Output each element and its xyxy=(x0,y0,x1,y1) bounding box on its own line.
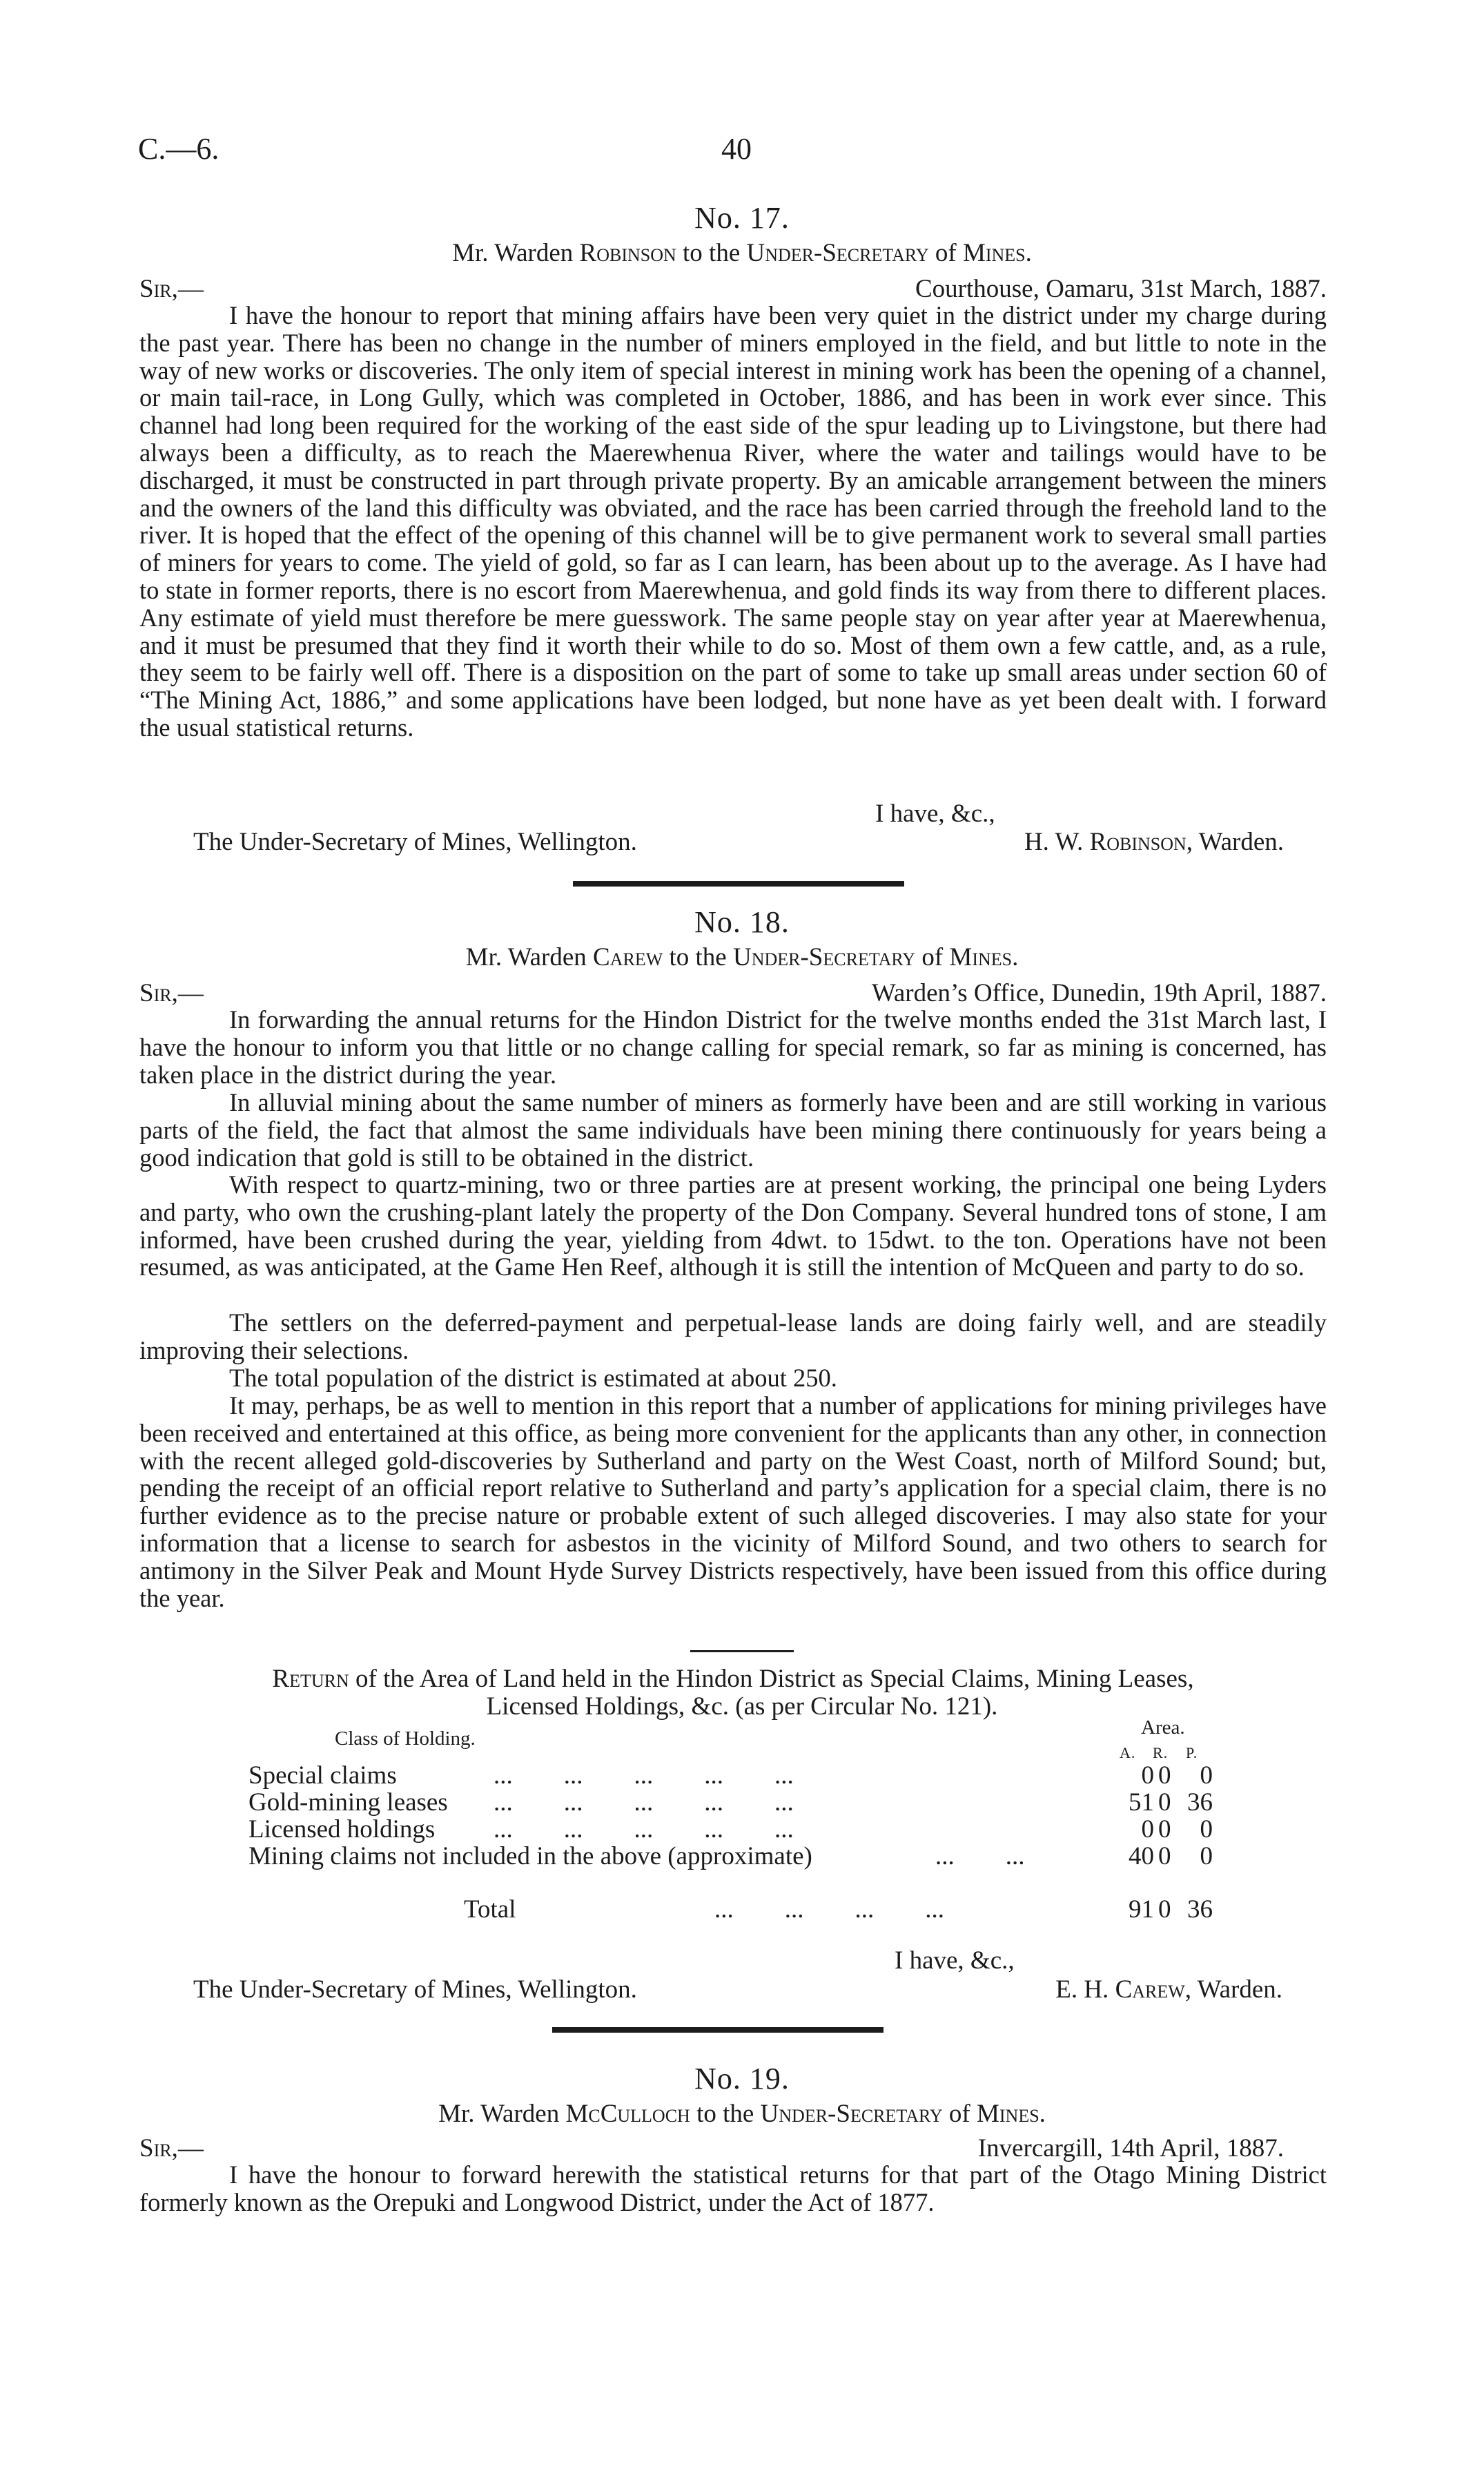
section-divider xyxy=(552,2027,883,2033)
total-label: Total xyxy=(464,1895,516,1924)
letter-17-body: I have the honour to report that mining affairs have been very quiet in the district under my charge during the past year. There has been no change in the number of miners employed in the field, and but little to note in the way of new works or discoveries. The only item of special interest in mining work has been the opening of a channel, or main tail-race, in Long Gully, which was completed in October, 1886, and has been in work ever since. This channel had long been required for the working of the east side of the spur leading up to Livingstone, but there had always been a difficulty, as to reach the Maerewhenua River, where the water and tailings would have to be discharged, it must be constructed in part through private property. By an amicable arrangement between the miners and the owners of the land this difficulty was obviated, and the race has been carried through the freehold land to the river. It is hoped that the effect of the opening of this channel will be to give permanent work to several small parties of miners for years to come. The yield of gold, so far as I can learn, has been about up to the average. As I have had to state in former reports, there is no escort from Maerewhenua, and gold finds its way from there to different places. Any estimate of yield must therefore be mere guesswork. The same people stay on year after year at Maerewhenua, and it must be presumed that they find it worth their while to do so. Most of them own a few cattle, and, as a rule, they seem to be fairly well off. There is a disposition on the part of some to take up small areas under section 60 of “The Mining Act, 1886,” and some applications have been lodged, but none have as yet been dealt with. I forward the usual statistical returns. xyxy=(139,301,1327,742)
table-row-leader: ... ... ... ... ... xyxy=(494,1815,794,1844)
letter-18-paragraph: With respect to quartz-mining, two or three parties are at present working, the principal one being Lyders and party, who own the crushing-plant lately the property of the Don Company. Several hundred tons of stone, I am informed, have been crushed during the year, yielding from 4dwt. to 15dwt. to the ton. Operations have not been resumed, as was anticipated, at the Game Hen Reef, although it is still the intention of McQueen and party to do so. xyxy=(139,1170,1327,1281)
table-cell-acres: 0 xyxy=(1141,1761,1154,1790)
table-cell-acres: 0 xyxy=(1141,1815,1154,1844)
series-code: C.—6. xyxy=(138,132,219,166)
total-leader: ... ... ... ... xyxy=(714,1895,944,1924)
table-row-label: Mining claims not included in the above (approximate) xyxy=(248,1842,812,1870)
letter-18-address: Warden’s Office, Dunedin, 19th April, 1887. xyxy=(871,979,1327,1007)
return-title: Return of the Area of Land held in the Hindon District as Special Claims, Mining Leases, xyxy=(272,1665,1194,1693)
letter-17-salutation: Sir,— xyxy=(139,275,204,303)
letter-18-heading: Mr. Warden Carew to the Under-Secretary of Mines. xyxy=(465,943,1019,971)
return-title-line2: Licensed Holdings, &c. (as per Circular No. 121). xyxy=(486,1692,998,1721)
table-cell-roods: 0 xyxy=(1158,1788,1171,1817)
table-row-label: Licensed holdings xyxy=(248,1815,436,1844)
letter-18-closing: I have, &c., xyxy=(895,1946,1015,1975)
table-row-leader: ... ... xyxy=(935,1842,1025,1870)
letter-17-addressee: The Under-Secretary of Mines, Wellington. xyxy=(193,828,637,856)
table-cell-acres: 51 xyxy=(1129,1788,1154,1817)
total-perches: 36 xyxy=(1187,1895,1213,1924)
letter-18-paragraph: In forwarding the annual returns for the Hindon District for the twelve months ended the 31st March last, I have the honour to inform you that little or no change calling for special remark, so far as mining is concerned, has taken place in the district during the year. xyxy=(139,1005,1327,1089)
letter-19-salutation: Sir,— xyxy=(139,2134,204,2162)
letter-18-paragraph: The settlers on the deferred-payment and perpetual-lease lands are doing fairly well, and are steadily improving their selections. xyxy=(139,1308,1327,1364)
column-header-perches: P. xyxy=(1186,1744,1198,1761)
letter-19-heading: Mr. Warden McCulloch to the Under-Secretary of Mines. xyxy=(438,2100,1046,2128)
letter-19-address: Invercargill, 14th April, 1887. xyxy=(977,2134,1284,2162)
table-cell-acres: 40 xyxy=(1129,1842,1154,1870)
section-divider xyxy=(573,881,904,887)
letter-18-paragraph: In alluvial mining about the same number of miners as formerly have been and are still working in various parts of the field, the fact that almost the same individuals have been mining there continuously for years being a good indication that gold is still to be obtained in the district. xyxy=(139,1088,1327,1172)
column-header-acres: A. xyxy=(1120,1744,1136,1761)
letter-17-heading: Mr. Warden Robinson to the Under-Secretary of Mines. xyxy=(452,239,1032,267)
letter-18-paragraph: The total population of the district is estimated at about 250. xyxy=(229,1364,837,1392)
table-cell-perches: 0 xyxy=(1200,1815,1213,1844)
table-row-label: Special claims xyxy=(248,1761,397,1790)
letter-17-closing: I have, &c., xyxy=(875,800,995,828)
letter-19-body: I have the honour to forward herewith the statistical returns for that part of the Otago Mining District formerly known as the Orepuki and Longwood District, under the Act of 1877. xyxy=(139,2160,1327,2216)
column-header-class: Class of Holding. xyxy=(335,1728,476,1750)
letter-17-signature: H. W. Robinson, Warden. xyxy=(1024,828,1284,856)
column-header-roods: R. xyxy=(1153,1744,1169,1761)
table-cell-perches: 36 xyxy=(1187,1788,1213,1817)
table-cell-roods: 0 xyxy=(1158,1815,1171,1844)
total-acres: 91 xyxy=(1129,1895,1154,1924)
table-row-leader: ... ... ... ... ... xyxy=(494,1788,794,1817)
table-row-leader: ... ... ... ... ... xyxy=(494,1761,794,1790)
table-cell-perches: 0 xyxy=(1200,1842,1213,1870)
table-cell-roods: 0 xyxy=(1158,1761,1171,1790)
letter-18-addressee: The Under-Secretary of Mines, Wellington. xyxy=(193,1975,637,2004)
letter-18-paragraph: It may, perhaps, be as well to mention in this report that a number of applications for mining privileges have been received and entertained at this office, as being more convenient for the applicants than any other, in connection with the recent alleged gold-discoveries by Sutherland and party on the West Coast, north of Milford Sound; but, pending the receipt of an official report relative to Sutherland and party’s application for a special claim, there is no further evidence as to the precise nature or probable extent of such alleged discoveries. I may also state for your information that a license to search for asbestos in the vicinity of Milford Sound, and two others to search for antimony in the Silver Peak and Mount Hyde Survey Districts respectively, have been issued from this office during the year. xyxy=(139,1391,1327,1612)
letter-18-salutation: Sir,— xyxy=(139,979,204,1007)
letter-18-signature: E. H. Carew, Warden. xyxy=(1055,1975,1282,2004)
letter-18-number: No. 18. xyxy=(694,905,790,939)
short-rule xyxy=(690,1650,794,1652)
table-cell-roods: 0 xyxy=(1158,1842,1171,1870)
page-number: 40 xyxy=(721,132,752,166)
total-roods: 0 xyxy=(1158,1895,1171,1924)
letter-19-number: No. 19. xyxy=(694,2062,790,2096)
letter-17-address: Courthouse, Oamaru, 31st March, 1887. xyxy=(915,275,1327,303)
column-header-area: Area. xyxy=(1141,1716,1185,1739)
letter-17-number: No. 17. xyxy=(694,201,790,235)
table-cell-perches: 0 xyxy=(1200,1761,1213,1790)
table-row-label: Gold-mining leases xyxy=(248,1788,448,1817)
